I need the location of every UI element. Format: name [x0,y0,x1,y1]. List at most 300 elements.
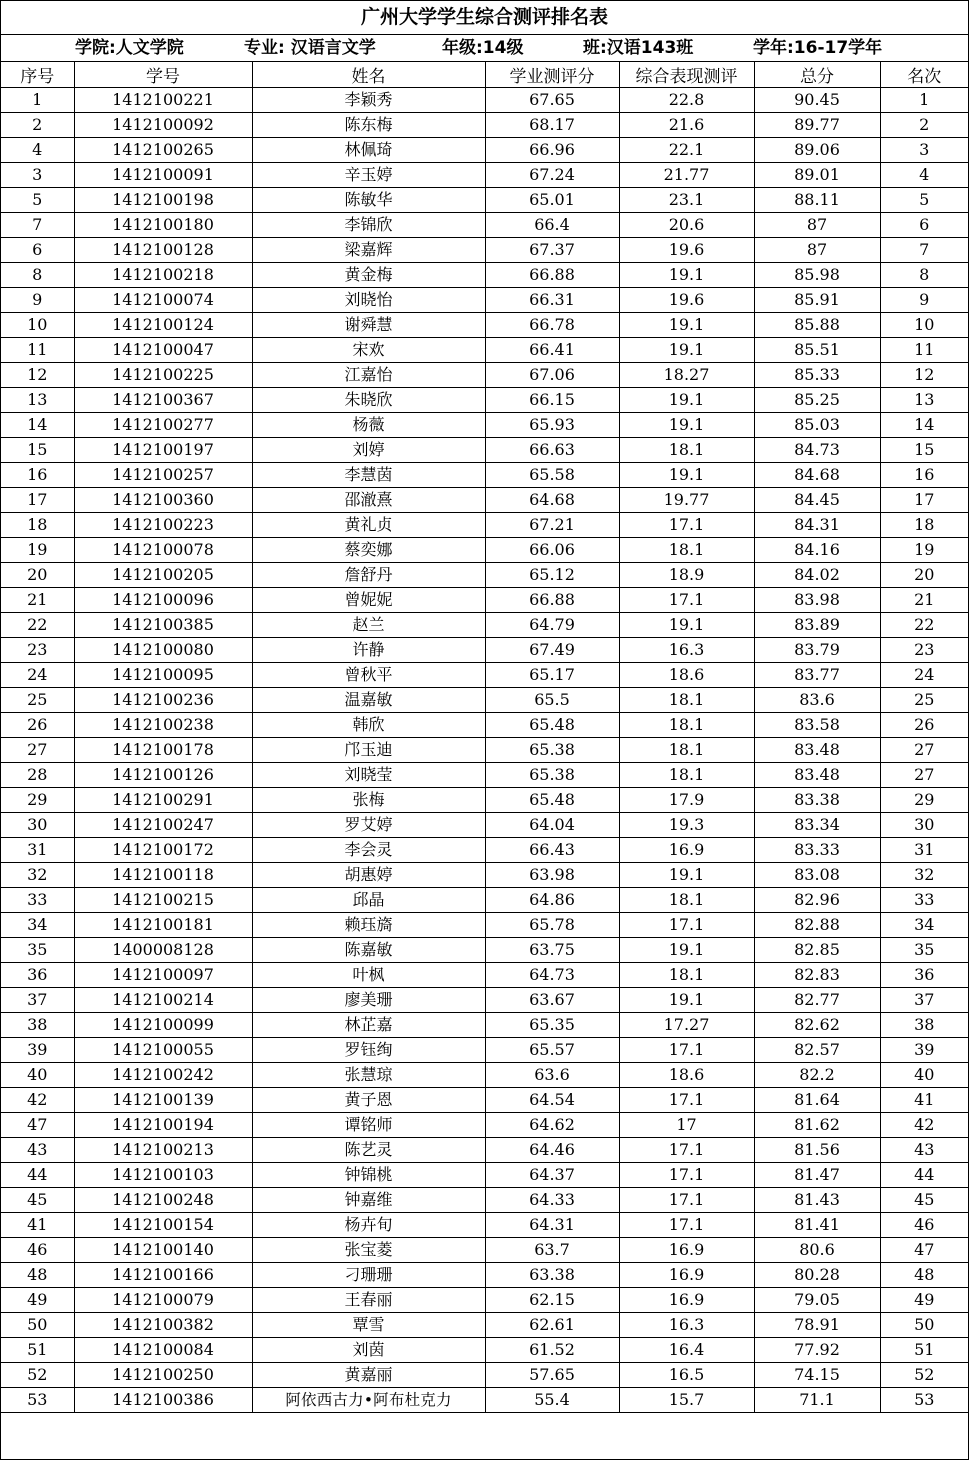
student-id-cell: 1412100265 [74,138,252,163]
seq-cell: 34 [1,913,74,938]
total-cell: 89.06 [754,138,880,163]
seq-cell: 35 [1,938,74,963]
performance-score-cell: 18.1 [619,888,754,913]
name-cell: 黄嘉丽 [252,1363,485,1388]
student-id-cell: 1412100139 [74,1088,252,1113]
rank-cell: 25 [880,688,968,713]
table-row [1,463,968,488]
total-cell: 87 [754,213,880,238]
academic-score-cell: 66.63 [485,438,619,463]
name-cell: 黄金梅 [252,263,485,288]
name-cell: 李颖秀 [252,88,485,113]
student-id-cell: 1412100218 [74,263,252,288]
total-cell: 77.92 [754,1338,880,1363]
student-id-cell: 1412100242 [74,1063,252,1088]
table-row [1,113,968,138]
academic-score-cell: 65.57 [485,1038,619,1063]
seq-cell: 39 [1,1038,74,1063]
academic-score-cell: 64.04 [485,813,619,838]
table-row [1,1388,968,1413]
student-id-cell: 1412100247 [74,813,252,838]
performance-score-cell: 18.9 [619,563,754,588]
academic-score-cell: 65.12 [485,563,619,588]
name-cell: 邱晶 [252,888,485,913]
name-cell: 刘晓怡 [252,288,485,313]
name-cell: 张梅 [252,788,485,813]
name-cell: 詹舒丹 [252,563,485,588]
performance-score-cell: 18.1 [619,713,754,738]
performance-score-cell: 18.6 [619,663,754,688]
total-cell: 83.48 [754,763,880,788]
student-id-cell: 1412100124 [74,313,252,338]
total-cell: 84.16 [754,538,880,563]
performance-score-cell: 19.1 [619,313,754,338]
student-id-cell: 1412100118 [74,863,252,888]
total-cell: 84.45 [754,488,880,513]
student-id-cell: 1412100214 [74,988,252,1013]
performance-score-cell: 18.1 [619,538,754,563]
total-cell: 74.15 [754,1363,880,1388]
table-row [1,1363,968,1388]
performance-score-cell: 16.9 [619,1263,754,1288]
total-cell: 83.79 [754,638,880,663]
rank-cell: 53 [880,1388,968,1413]
name-cell: 阿依西古力•阿布杜克力 [252,1388,485,1413]
student-id-cell: 1412100367 [74,388,252,413]
name-cell: 刁珊珊 [252,1263,485,1288]
academic-score-cell: 65.35 [485,1013,619,1038]
rank-cell: 2 [880,113,968,138]
rank-cell: 1 [880,88,968,113]
total-cell: 81.47 [754,1163,880,1188]
ranking-table [1,62,968,1413]
academic-score-cell: 67.49 [485,638,619,663]
rank-cell: 13 [880,388,968,413]
academic-score-cell: 65.78 [485,913,619,938]
performance-score-cell: 19.6 [619,288,754,313]
performance-score-cell: 19.1 [619,613,754,638]
name-cell: 李慧茵 [252,463,485,488]
table-row [1,338,968,363]
major-label: 专业: 汉语言文学 [244,38,376,58]
rank-cell: 44 [880,1163,968,1188]
academic-score-cell: 67.24 [485,163,619,188]
rank-cell: 31 [880,838,968,863]
table-row [1,663,968,688]
seq-cell: 2 [1,113,74,138]
performance-score-cell: 19.1 [619,938,754,963]
academic-score-cell: 66.78 [485,313,619,338]
name-cell: 黄子恩 [252,1088,485,1113]
performance-score-cell: 16.3 [619,1313,754,1338]
seq-cell: 10 [1,313,74,338]
academic-score-cell: 67.37 [485,238,619,263]
performance-score-cell: 18.6 [619,1063,754,1088]
performance-score-cell: 18.1 [619,963,754,988]
seq-cell: 49 [1,1288,74,1313]
name-cell: 陈东梅 [252,113,485,138]
total-cell: 81.64 [754,1088,880,1113]
class-label: 班:汉语143班 [583,38,694,58]
name-cell: 张宝菱 [252,1238,485,1263]
total-cell: 89.01 [754,163,880,188]
table-row [1,1013,968,1038]
name-cell: 罗艾婷 [252,813,485,838]
total-cell: 85.98 [754,263,880,288]
seq-cell: 3 [1,163,74,188]
student-id-cell: 1412100103 [74,1163,252,1188]
rank-cell: 51 [880,1338,968,1363]
table-row [1,988,968,1013]
rank-cell: 40 [880,1063,968,1088]
student-id-cell: 1412100079 [74,1288,252,1313]
seq-cell: 18 [1,513,74,538]
student-id-cell: 1412100236 [74,688,252,713]
total-cell: 71.1 [754,1388,880,1413]
header-row [1,62,968,88]
academic-score-cell: 67.65 [485,88,619,113]
seq-cell: 30 [1,813,74,838]
academic-score-cell: 63.98 [485,863,619,888]
name-cell: 许静 [252,638,485,663]
rank-cell: 7 [880,238,968,263]
table-row [1,913,968,938]
table-row [1,813,968,838]
total-cell: 83.89 [754,613,880,638]
academic-score-cell: 65.5 [485,688,619,713]
student-id-cell: 1412100092 [74,113,252,138]
table-row [1,563,968,588]
total-cell: 84.68 [754,463,880,488]
academic-score-cell: 57.65 [485,1363,619,1388]
total-cell: 83.6 [754,688,880,713]
rank-cell: 11 [880,338,968,363]
performance-score-cell: 16.3 [619,638,754,663]
total-cell: 85.88 [754,313,880,338]
seq-cell: 25 [1,688,74,713]
name-cell: 覃雪 [252,1313,485,1338]
student-id-cell: 1412100047 [74,338,252,363]
student-id-cell: 1412100172 [74,838,252,863]
seq-cell: 41 [1,1213,74,1238]
seq-cell: 7 [1,213,74,238]
rank-cell: 43 [880,1138,968,1163]
performance-score-cell: 19.1 [619,388,754,413]
student-id-cell: 1412100277 [74,413,252,438]
performance-score-cell: 17.1 [619,1163,754,1188]
academic-score-cell: 64.46 [485,1138,619,1163]
academic-score-cell: 64.86 [485,888,619,913]
total-cell: 81.62 [754,1113,880,1138]
seq-cell: 22 [1,613,74,638]
academic-score-cell: 65.48 [485,713,619,738]
rank-cell: 33 [880,888,968,913]
table-row [1,413,968,438]
academic-score-cell: 66.06 [485,538,619,563]
academic-score-cell: 65.48 [485,788,619,813]
student-id-cell: 1412100080 [74,638,252,663]
rank-cell: 22 [880,613,968,638]
rank-cell: 15 [880,438,968,463]
name-cell: 赵兰 [252,613,485,638]
academic-score-cell: 62.61 [485,1313,619,1338]
rank-cell: 3 [880,138,968,163]
academic-score-cell: 68.17 [485,113,619,138]
academic-score-cell: 65.93 [485,413,619,438]
performance-score-cell: 16.9 [619,838,754,863]
academic-score-cell: 64.79 [485,613,619,638]
seq-cell: 46 [1,1238,74,1263]
name-cell: 杨卉旬 [252,1213,485,1238]
rank-cell: 36 [880,963,968,988]
seq-cell: 14 [1,413,74,438]
table-row [1,1288,968,1313]
total-cell: 83.08 [754,863,880,888]
performance-score-cell: 18.1 [619,763,754,788]
academic-score-cell: 66.4 [485,213,619,238]
academic-score-cell: 65.17 [485,663,619,688]
seq-cell: 21 [1,588,74,613]
student-id-cell: 1412100225 [74,363,252,388]
name-cell: 赖珏旖 [252,913,485,938]
performance-score-cell: 16.9 [619,1288,754,1313]
name-cell: 林佩琦 [252,138,485,163]
academic-score-cell: 64.54 [485,1088,619,1113]
student-id-cell: 1412100055 [74,1038,252,1063]
seq-cell: 8 [1,263,74,288]
table-row [1,1113,968,1138]
seq-cell: 1 [1,88,74,113]
name-cell: 廖美珊 [252,988,485,1013]
total-cell: 83.58 [754,713,880,738]
academic-score-cell: 64.73 [485,963,619,988]
rank-cell: 26 [880,713,968,738]
performance-score-cell: 17.9 [619,788,754,813]
academic-score-cell: 65.58 [485,463,619,488]
rank-cell: 21 [880,588,968,613]
rank-cell: 8 [880,263,968,288]
student-id-cell: 1412100385 [74,613,252,638]
total-cell: 85.25 [754,388,880,413]
academic-score-cell: 63.7 [485,1238,619,1263]
name-cell: 韩欣 [252,713,485,738]
col-header-name: 姓名 [252,62,485,88]
academic-score-cell: 62.15 [485,1288,619,1313]
academic-score-cell: 64.37 [485,1163,619,1188]
performance-score-cell: 17.1 [619,913,754,938]
total-cell: 83.98 [754,588,880,613]
table-row [1,1238,968,1263]
performance-score-cell: 17.1 [619,1138,754,1163]
seq-cell: 48 [1,1263,74,1288]
rank-cell: 23 [880,638,968,663]
name-cell: 陈嘉敏 [252,938,485,963]
total-cell: 87 [754,238,880,263]
performance-score-cell: 17.1 [619,1188,754,1213]
total-cell: 88.11 [754,188,880,213]
rank-cell: 5 [880,188,968,213]
performance-score-cell: 19.1 [619,863,754,888]
student-id-cell: 1412100074 [74,288,252,313]
student-id-cell: 1412100221 [74,88,252,113]
seq-cell: 12 [1,363,74,388]
academic-score-cell: 66.41 [485,338,619,363]
total-cell: 84.31 [754,513,880,538]
name-cell: 邵澈熹 [252,488,485,513]
academic-score-cell: 65.38 [485,738,619,763]
performance-score-cell: 19.3 [619,813,754,838]
seq-cell: 15 [1,438,74,463]
table-row [1,513,968,538]
seq-cell: 27 [1,738,74,763]
name-cell: 李锦欣 [252,213,485,238]
student-id-cell: 1412100248 [74,1188,252,1213]
seq-cell: 47 [1,1113,74,1138]
performance-score-cell: 21.6 [619,113,754,138]
name-cell: 梁嘉辉 [252,238,485,263]
rank-cell: 20 [880,563,968,588]
table-row [1,213,968,238]
table-row [1,963,968,988]
seq-cell: 4 [1,138,74,163]
academic-score-cell: 63.6 [485,1063,619,1088]
academic-score-cell: 65.01 [485,188,619,213]
student-id-cell: 1412100198 [74,188,252,213]
rank-cell: 14 [880,413,968,438]
table-row [1,588,968,613]
performance-score-cell: 18.1 [619,438,754,463]
seq-cell: 26 [1,713,74,738]
rank-cell: 46 [880,1213,968,1238]
table-row [1,788,968,813]
seq-cell: 11 [1,338,74,363]
student-id-cell: 1412100223 [74,513,252,538]
seq-cell: 24 [1,663,74,688]
student-id-cell: 1412100238 [74,713,252,738]
performance-score-cell: 19.1 [619,988,754,1013]
info-row [1,35,968,62]
table-row [1,363,968,388]
student-id-cell: 1412100126 [74,763,252,788]
table-row [1,538,968,563]
name-cell: 宋欢 [252,338,485,363]
total-cell: 82.85 [754,938,880,963]
performance-score-cell: 20.6 [619,213,754,238]
table-row [1,638,968,663]
academic-score-cell: 63.38 [485,1263,619,1288]
table-body [1,88,968,1413]
rank-cell: 45 [880,1188,968,1213]
student-id-cell: 1412100097 [74,963,252,988]
table-row [1,163,968,188]
performance-score-cell: 19.77 [619,488,754,513]
rank-cell: 38 [880,1013,968,1038]
student-id-cell: 1412100154 [74,1213,252,1238]
col-header-rank: 名次 [880,62,968,88]
rank-cell: 12 [880,363,968,388]
table-row [1,613,968,638]
student-id-cell: 1412100166 [74,1263,252,1288]
academic-score-cell: 61.52 [485,1338,619,1363]
total-cell: 84.73 [754,438,880,463]
seq-cell: 52 [1,1363,74,1388]
performance-score-cell: 16.5 [619,1363,754,1388]
name-cell: 胡惠婷 [252,863,485,888]
name-cell: 朱晓欣 [252,388,485,413]
total-cell: 83.33 [754,838,880,863]
table-row [1,1088,968,1113]
academic-score-cell: 66.88 [485,263,619,288]
rank-cell: 35 [880,938,968,963]
performance-score-cell: 19.1 [619,463,754,488]
student-id-cell: 1412100360 [74,488,252,513]
total-cell: 80.6 [754,1238,880,1263]
student-id-cell: 1412100091 [74,163,252,188]
performance-score-cell: 16.4 [619,1338,754,1363]
student-id-cell: 1412100197 [74,438,252,463]
table-row [1,313,968,338]
academic-score-cell: 64.68 [485,488,619,513]
seq-cell: 45 [1,1188,74,1213]
academic-score-cell: 66.31 [485,288,619,313]
performance-score-cell: 17.1 [619,513,754,538]
student-id-cell: 1412100257 [74,463,252,488]
name-cell: 曾妮妮 [252,588,485,613]
seq-cell: 31 [1,838,74,863]
student-id-cell: 1412100205 [74,563,252,588]
seq-cell: 20 [1,563,74,588]
total-cell: 82.62 [754,1013,880,1038]
performance-score-cell: 19.6 [619,238,754,263]
total-cell: 82.77 [754,988,880,1013]
academic-score-cell: 67.06 [485,363,619,388]
name-cell: 黄礼贞 [252,513,485,538]
student-id-cell: 1412100128 [74,238,252,263]
performance-score-cell: 18.27 [619,363,754,388]
table-row [1,88,968,113]
student-id-cell: 1412100180 [74,213,252,238]
rank-cell: 32 [880,863,968,888]
total-cell: 83.48 [754,738,880,763]
academic-score-cell: 66.15 [485,388,619,413]
grade-label: 年级:14级 [442,38,524,58]
total-cell: 84.02 [754,563,880,588]
student-id-cell: 1412100099 [74,1013,252,1038]
performance-score-cell: 17.1 [619,1213,754,1238]
rank-cell: 48 [880,1263,968,1288]
table-row [1,1038,968,1063]
seq-cell: 37 [1,988,74,1013]
student-id-cell: 1412100140 [74,1238,252,1263]
rank-cell: 6 [880,213,968,238]
table-row [1,188,968,213]
table-row [1,688,968,713]
student-id-cell: 1412100215 [74,888,252,913]
rank-cell: 42 [880,1113,968,1138]
total-cell: 83.77 [754,663,880,688]
rank-cell: 27 [880,738,968,763]
table-row [1,288,968,313]
seq-cell: 43 [1,1138,74,1163]
performance-score-cell: 17.1 [619,588,754,613]
total-cell: 81.56 [754,1138,880,1163]
performance-score-cell: 23.1 [619,188,754,213]
student-id-cell: 1412100178 [74,738,252,763]
name-cell: 王春丽 [252,1288,485,1313]
academic-score-cell: 65.38 [485,763,619,788]
student-id-cell: 1412100078 [74,538,252,563]
rank-cell: 34 [880,913,968,938]
